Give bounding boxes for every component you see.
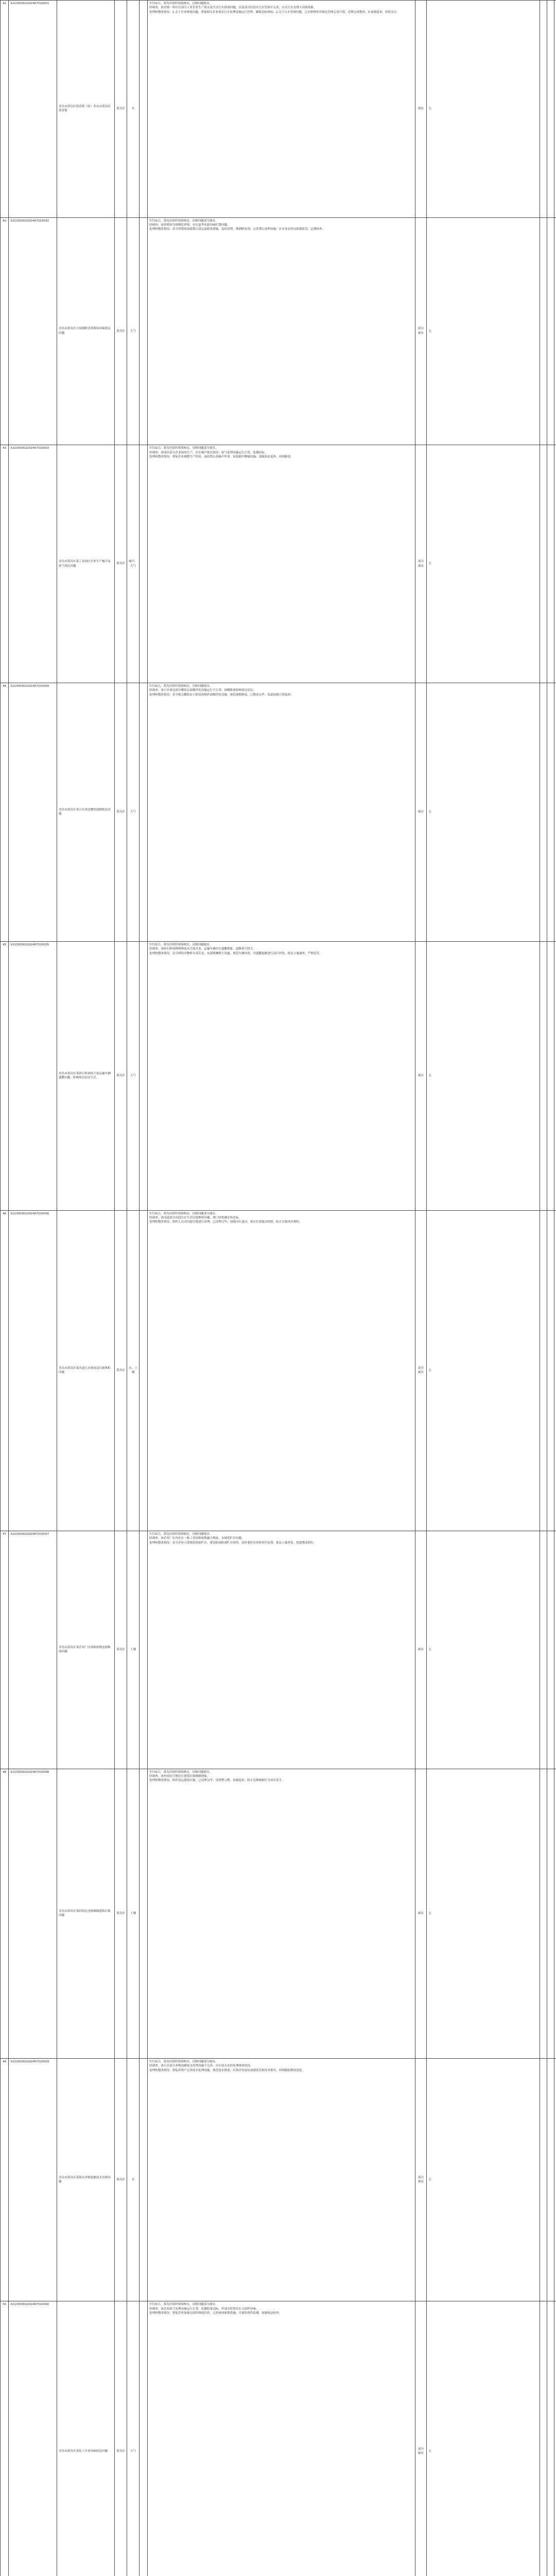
complaint-content-cell: 青岛市黄岛区某企业厂区固体废物违规堆放问题: [57, 1531, 115, 1769]
verification-result-cell: 属实: [415, 683, 427, 941]
extra-b-cell: [554, 445, 556, 683]
level-cell: [140, 1210, 148, 1531]
remark-cell: [540, 2301, 547, 2576]
extra-b-cell: [554, 2058, 556, 2301]
accountability-cell: 无: [427, 445, 540, 683]
verification-result-cell: 部分属实: [415, 445, 427, 683]
table-row: [1, 941, 556, 1210]
accountability-cell: 无: [427, 683, 540, 941]
table-row: [1, 445, 556, 683]
complaint-code-cell: X21330302202407310033: [9, 445, 57, 683]
verification-result-cell: 属实: [415, 1769, 427, 2058]
district-cell: 黄岛区: [115, 683, 127, 941]
table-row: [1, 683, 556, 941]
table-row: [1, 1210, 556, 1531]
remark-cell: [540, 445, 547, 683]
investigation-process-cell: 7月31日，黄岛区组织现场核实，反映问题属实。 经调查，该村周边空地存在建筑垃圾倾倒现象。 处理和整改情况：组织清运建筑垃圾，已清理完毕；设置警示牌，加强巡查，防止违规倾倒行为再次发生。: [148, 1769, 415, 2058]
extra-b-cell: [554, 1769, 556, 2058]
investigation-process-cell: 7月31日，黄岛区组织现场核实，反映问题属实。 经调查，该砂石料场物料堆放未全部苫盖，运输车辆存在遗撒现象，道路扬尘较大。 处理和整改情况：责令料场对物料全部苫盖，安装喷淋降尘设施，规范车辆冲洗；对遗撒道路进行清扫冲洗；依法立案调查，严格监管。: [148, 941, 415, 1210]
extra-a-cell: [547, 1, 554, 218]
investigation-process-cell: 7月31日，黄岛区组织现场核实，反映问题部分属实。 经调查，该河道部分河段存在生活垃圾堆积问题，排口经检测水质达标。 处理和整改情况：组织人员对河道垃圾进行清理，已清理完毕；加强河长巡河，落实长效保洁机制，防止垃圾再次堆积。: [148, 1210, 415, 1531]
investigation-process-cell: 7月31日，黄岛区组织现场核实，反映问题部分属实。 经调查，该养殖场为规模化养殖，存在夏季高温异味扩散问题。 处理和整改情况：责令养殖场加强粪污清运及除臭措施，及时清理，喷洒除臭剂，完善粪污处理设施；区农业农村局加强监管，定期检查。: [148, 217, 415, 445]
row-number-cell: 49: [1, 2058, 9, 2301]
remark-cell: [540, 2058, 547, 2301]
investigation-process-cell: 7月31日，黄岛区组织现场核实，反映问题部分属实。 经调查，该片区部分养殖池塘尾水处理设施不完善，存在尾水未经处理排放情况。 处理和整改情况：督促养殖户完善尾水处理设施，规范尾水排放；区海洋发展局加强监管和技术指导，持续跟踪整改进度。: [148, 2058, 415, 2301]
accountability-cell: 无: [427, 941, 540, 1210]
extra-a-cell: [547, 683, 554, 941]
level-cell: [140, 2058, 148, 2301]
row-number-cell: 45: [1, 941, 9, 1210]
district-cell: 黄岛区: [115, 1, 127, 218]
district-cell: 黄岛区: [115, 445, 127, 683]
remark-cell: [540, 1769, 547, 2058]
pollution-type-cell: 水: [127, 1, 140, 218]
investigation-process-cell: 7月31日，黄岛区组织现场核实，反映问题部分属实。 经调查，该园区部分企业夜间生产，存在噪声扰民情况；废气处理设施运行正常，监测达标。 处理和整改情况：督促企业调整生产时间，夜间禁止高噪声作业，加装隔声降噪设施；加强执法巡查，持续跟进。: [148, 445, 415, 683]
extra-a-cell: [547, 2301, 554, 2576]
table-row: [1, 2058, 556, 2301]
pollution-type-cell: 大气: [127, 941, 140, 1210]
pollution-type-cell: 土壤: [127, 1769, 140, 2058]
remark-cell: [540, 217, 547, 445]
complaint-content-cell: 青岛市黄岛区某砂石料场扬尘及运输车辆遗撒问题，影响周边居民生活。: [57, 941, 115, 1210]
remark-cell: [540, 1210, 547, 1531]
extra-a-cell: [547, 217, 554, 445]
investigation-process-cell: 7月31日，黄岛区组织现场核实，反映问题属实。 经调查，该小区周边部分餐饮店油烟净化设施运行不正常，油烟排放影响周边居民。 处理和整改情况：责令相关餐饮店立即清洗维护油烟净化设施，规范油烟排放，已整改完毕；街道加强日常巡查。: [148, 683, 415, 941]
complaint-code-cell: X21330302202407310035: [9, 941, 57, 1210]
level-cell: [140, 2301, 148, 2576]
pollution-type-cell: 水: [127, 2058, 140, 2301]
extra-b-cell: [554, 2301, 556, 2576]
district-cell: 黄岛区: [115, 1769, 127, 2058]
complaint-content-cell: 青岛市黄岛区某化工企业异味扰民问题: [57, 2301, 115, 2576]
district-cell: 黄岛区: [115, 1210, 127, 1531]
accountability-cell: 无: [427, 2058, 540, 2301]
complaint-content-cell: 青岛市黄岛区某河道污水排放及垃圾堆积问题: [57, 1210, 115, 1531]
complaint-content-cell: 青岛市黄岛区某小区周边餐饮油烟扰民问题: [57, 683, 115, 941]
accountability-cell: 无: [427, 1769, 540, 2058]
table-row: [1, 1531, 556, 1769]
accountability-cell: 无: [427, 2301, 540, 2576]
row-number-cell: 46: [1, 1210, 9, 1531]
accountability-cell: 无: [427, 1, 540, 218]
pollution-type-cell: 大气: [127, 2301, 140, 2576]
accountability-cell: 无: [427, 1210, 540, 1531]
accountability-cell: 无: [427, 217, 540, 445]
verification-result-cell: 属实: [415, 1, 427, 218]
level-cell: [140, 1531, 148, 1769]
extra-a-cell: [547, 941, 554, 1210]
extra-b-cell: [554, 1531, 556, 1769]
extra-b-cell: [554, 1, 556, 218]
extra-b-cell: [554, 217, 556, 445]
verification-result-cell: 部分属实: [415, 217, 427, 445]
remark-cell: [540, 941, 547, 1210]
level-cell: [140, 683, 148, 941]
extra-a-cell: [547, 2058, 554, 2301]
complaint-content-cell: 青岛市黄岛区海青镇（原）青岛市黄岛区海青镇: [57, 1, 115, 218]
row-number-cell: 44: [1, 683, 9, 941]
extra-a-cell: [547, 1210, 554, 1531]
district-cell: 黄岛区: [115, 217, 127, 445]
table-body: [1, 1, 556, 2576]
complaint-code-cell: X21330302202407310031: [9, 1, 57, 218]
extra-b-cell: [554, 941, 556, 1210]
complaint-code-cell: X21330302202407310036: [9, 1210, 57, 1531]
investigation-process-cell: 7月31日，黄岛区组织现场核实，反映问题属实。 经调查，海青镇一带存在部分工业企业生产废水及生活污水排放问题，以及部分居民区污水管网不完善，存在污水直排入沟渠现象。 处理和整改情况：1.关于企业排放问题，督促相关企业落实污水处理设施运行管理，确保达标排放；2.关于污水管网问题，已安排排查并制定管网完善计划，近期完成整改；3.加强巡查，持续关注。: [148, 1, 415, 218]
verification-result-cell: 部分属实: [415, 2301, 427, 2576]
investigation-process-cell: 7月31日，黄岛区组织现场核实，反映问题属实。 经调查，该企业厂区内存在一般工业固体废物露天堆放、未规范贮存问题。 处理和整改情况：责令企业立即规范固废贮存，建设防雨防渗贮存场所，及时委托有资质单位处置；依法立案查处，督促整改到位。: [148, 1531, 415, 1769]
district-cell: 黄岛区: [115, 941, 127, 1210]
verification-result-cell: 部分属实: [415, 2058, 427, 2301]
complaint-content-cell: 青岛市黄岛区某海水养殖池塘尾水直排问题: [57, 2058, 115, 2301]
verification-result-cell: 属实: [415, 941, 427, 1210]
extra-a-cell: [547, 1531, 554, 1769]
complaint-content-cell: 青岛市黄岛区大场镇附近养殖场异味扰民问题: [57, 217, 115, 445]
remark-cell: [540, 1531, 547, 1769]
pollution-type-cell: 土壤: [127, 1531, 140, 1769]
accountability-cell: 无: [427, 1531, 540, 1769]
pollution-type-cell: 噪声、大气: [127, 445, 140, 683]
complaint-code-cell: X21330302202407310040: [9, 2301, 57, 2576]
row-number-cell: 42: [1, 217, 9, 445]
district-cell: 黄岛区: [115, 1531, 127, 1769]
row-number-cell: 41: [1, 1, 9, 218]
investigation-process-cell: 7月31日，黄岛区组织现场核实，反映问题部分属实。 经调查，该企业废气处理设施运行正常，监测结果达标，但部分时段存在无组织异味。 处理和整改情况：督促企业加强无组织排放管控，完善密闭收集措施；开展监督性监测，加强执法检查。: [148, 2301, 415, 2576]
extra-b-cell: [554, 683, 556, 941]
table-row: [1, 1, 556, 218]
level-cell: [140, 445, 148, 683]
row-number-cell: 50: [1, 2301, 9, 2576]
level-cell: [140, 217, 148, 445]
row-number-cell: 43: [1, 445, 9, 683]
complaint-content-cell: 青岛市黄岛区某工业园区企业生产噪声及废气扰民问题: [57, 445, 115, 683]
extra-a-cell: [547, 1769, 554, 2058]
complaint-code-cell: X21330302202407310038: [9, 1769, 57, 2058]
pollution-type-cell: 大气: [127, 683, 140, 941]
level-cell: [140, 1, 148, 218]
verification-result-cell: 部分属实: [415, 1210, 427, 1531]
complaint-content-cell: 青岛市黄岛区某村周边违规倾倒建筑垃圾问题: [57, 1769, 115, 2058]
table-row: [1, 2301, 556, 2576]
level-cell: [140, 1769, 148, 2058]
remark-cell: [540, 683, 547, 941]
row-number-cell: 47: [1, 1531, 9, 1769]
district-cell: 黄岛区: [115, 2301, 127, 2576]
level-cell: [140, 941, 148, 1210]
row-number-cell: 48: [1, 1769, 9, 2058]
verification-result-cell: 属实: [415, 1531, 427, 1769]
complaint-code-cell: X21330302202407310037: [9, 1531, 57, 1769]
remark-cell: [540, 1, 547, 218]
table-row: [1, 217, 556, 445]
complaint-code-cell: X21330302202407310039: [9, 2058, 57, 2301]
pollution-type-cell: 大气: [127, 217, 140, 445]
extra-a-cell: [547, 445, 554, 683]
table-row: [1, 1769, 556, 2058]
pollution-type-cell: 水、土壤: [127, 1210, 140, 1531]
complaint-code-cell: X21330302202407310034: [9, 683, 57, 941]
district-cell: 黄岛区: [115, 2058, 127, 2301]
extra-b-cell: [554, 1210, 556, 1531]
complaint-code-cell: X21330302202407310032: [9, 217, 57, 445]
